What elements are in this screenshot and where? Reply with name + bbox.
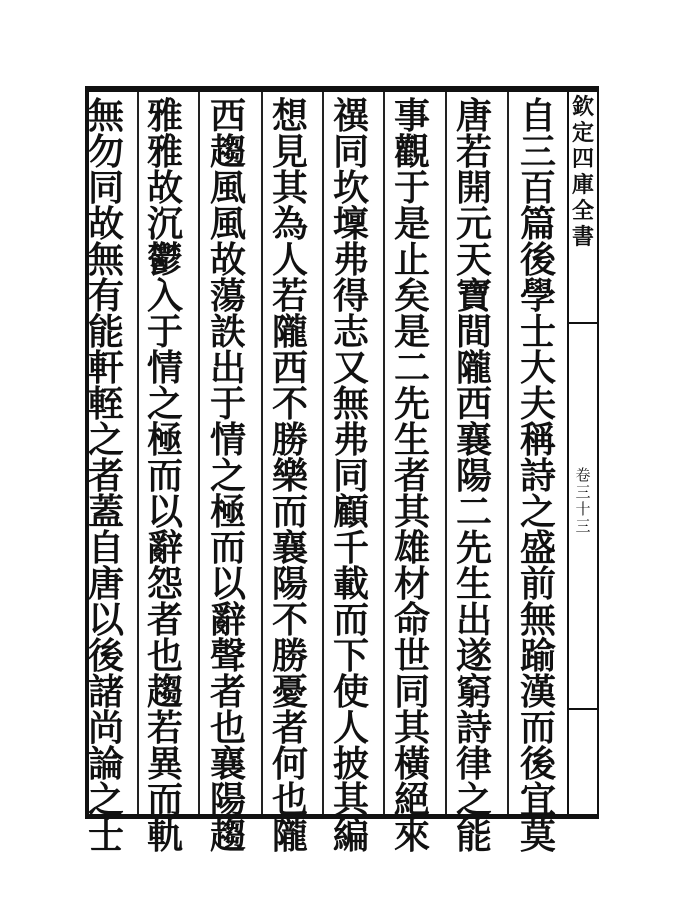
text-char: 沉	[146, 203, 183, 245]
text-char: 而	[271, 491, 308, 533]
text-char: 弗	[332, 419, 369, 461]
text-char: 又	[332, 347, 369, 389]
text-char: 故	[87, 203, 124, 245]
text-char: 之	[146, 383, 183, 425]
text-char: 樂	[271, 455, 308, 497]
text-column	[263, 95, 317, 857]
text-char: 同	[87, 167, 124, 209]
text-char: 想	[271, 95, 308, 137]
text-char: 來	[393, 815, 430, 857]
text-char: 三	[519, 131, 556, 173]
text-char: 而	[146, 455, 183, 497]
text-char: 怨	[146, 563, 183, 605]
text-char: 出	[209, 347, 246, 389]
text-char: 莫	[519, 815, 556, 857]
text-char: 見	[271, 131, 308, 173]
text-char: 軌	[146, 815, 183, 857]
text-char: 唐	[455, 95, 492, 137]
text-char: 下	[332, 635, 369, 677]
margin-title-char: 書	[571, 224, 594, 250]
text-char: 以	[209, 563, 246, 605]
text-char: 先	[393, 383, 430, 425]
text-char: 二	[393, 347, 430, 389]
text-char: 以	[87, 599, 124, 641]
text-char: 材	[393, 563, 430, 605]
text-char: 若	[455, 131, 492, 173]
text-char: 情	[146, 347, 183, 389]
text-char: 入	[146, 275, 183, 317]
text-column	[385, 95, 439, 857]
text-char: 夫	[519, 383, 556, 425]
text-char: 極	[209, 491, 246, 533]
text-char: 異	[146, 743, 183, 785]
margin-title-char: 欽	[571, 94, 594, 120]
text-char: 坎	[332, 167, 369, 209]
text-char: 顧	[332, 491, 369, 533]
text-column	[138, 95, 192, 857]
text-char: 西	[455, 383, 492, 425]
text-char: 辭	[209, 599, 246, 641]
text-char: 士	[519, 311, 556, 353]
text-char: 于	[146, 311, 183, 353]
text-char: 人	[271, 239, 308, 281]
text-char: 風	[209, 203, 246, 245]
margin-tick	[569, 708, 597, 710]
text-char: 後	[519, 239, 556, 281]
text-char: 其	[271, 167, 308, 209]
text-char: 無	[87, 239, 124, 281]
text-char: 也	[271, 779, 308, 821]
margin-juan-char: 三	[575, 483, 591, 501]
text-char: 觀	[393, 131, 430, 173]
text-char: 間	[455, 311, 492, 353]
margin-column	[569, 92, 597, 814]
text-char: 禩	[332, 95, 369, 137]
text-char: 詩	[455, 707, 492, 749]
text-char: 之	[209, 455, 246, 497]
text-char: 之	[519, 491, 556, 533]
text-char: 得	[332, 275, 369, 317]
text-char: 極	[146, 419, 183, 461]
text-column	[201, 95, 255, 857]
text-char: 同	[393, 671, 430, 713]
text-char: 者	[209, 671, 246, 713]
text-char: 無	[87, 95, 124, 137]
text-char: 先	[455, 527, 492, 569]
text-char: 諸	[87, 671, 124, 713]
text-char: 其	[393, 491, 430, 533]
text-char: 開	[455, 167, 492, 209]
margin-book-title	[569, 94, 597, 250]
text-char: 趨	[209, 815, 246, 857]
text-char: 寶	[455, 275, 492, 317]
text-char: 壈	[332, 203, 369, 245]
text-char: 之	[455, 779, 492, 821]
text-char: 聲	[209, 635, 246, 677]
text-char: 蓋	[87, 491, 124, 533]
text-char: 而	[332, 599, 369, 641]
text-char: 同	[332, 455, 369, 497]
text-char: 是	[393, 311, 430, 353]
text-char: 以	[146, 491, 183, 533]
text-char: 風	[209, 167, 246, 209]
text-char: 自	[87, 527, 124, 569]
text-char: 若	[146, 707, 183, 749]
text-char: 其	[393, 707, 430, 749]
text-column	[447, 95, 501, 857]
text-char: 趨	[146, 671, 183, 713]
text-char: 辭	[146, 527, 183, 569]
margin-title-char: 四	[571, 146, 594, 172]
text-char: 稱	[519, 419, 556, 461]
text-char: 者	[87, 455, 124, 497]
text-char: 漢	[519, 671, 556, 713]
text-char: 故	[146, 167, 183, 209]
text-char: 百	[519, 167, 556, 209]
text-char: 窮	[455, 671, 492, 713]
text-char: 勝	[271, 635, 308, 677]
text-char: 之	[87, 779, 124, 821]
text-char: 人	[332, 707, 369, 749]
text-char: 二	[455, 491, 492, 533]
text-char: 西	[271, 347, 308, 389]
text-char: 律	[455, 743, 492, 785]
text-column	[511, 95, 565, 857]
text-char: 命	[393, 599, 430, 641]
text-char: 何	[271, 743, 308, 785]
text-char: 也	[209, 707, 246, 749]
text-char: 陽	[271, 563, 308, 605]
text-char: 學	[519, 275, 556, 317]
text-char: 篇	[519, 203, 556, 245]
margin-title-char: 庫	[571, 172, 594, 198]
text-char: 襄	[455, 419, 492, 461]
text-char: 也	[146, 635, 183, 677]
text-char: 不	[271, 599, 308, 641]
text-char: 為	[271, 203, 308, 245]
margin-tick	[569, 322, 597, 324]
text-char: 軒	[87, 347, 124, 389]
text-char: 是	[393, 203, 430, 245]
text-char: 載	[332, 563, 369, 605]
text-char: 情	[209, 419, 246, 461]
text-char: 天	[455, 239, 492, 281]
text-column	[79, 95, 133, 857]
text-char: 矣	[393, 275, 430, 317]
text-char: 編	[332, 815, 369, 857]
text-char: 有	[87, 275, 124, 317]
text-char: 隴	[271, 815, 308, 857]
margin-juan-char: 十	[575, 500, 591, 518]
text-char: 千	[332, 527, 369, 569]
text-char: 後	[87, 635, 124, 677]
text-char: 勝	[271, 419, 308, 461]
text-char: 尚	[87, 707, 124, 749]
text-char: 世	[393, 635, 430, 677]
text-char: 之	[87, 419, 124, 461]
text-char: 能	[455, 815, 492, 857]
text-char: 止	[393, 239, 430, 281]
text-char: 宜	[519, 779, 556, 821]
text-char: 若	[271, 275, 308, 317]
text-char: 披	[332, 743, 369, 785]
text-char: 生	[455, 563, 492, 605]
text-char: 能	[87, 311, 124, 353]
text-char: 輊	[87, 383, 124, 425]
text-char: 後	[519, 743, 556, 785]
text-char: 西	[209, 95, 246, 137]
text-char: 趨	[209, 131, 246, 173]
column-rule	[198, 92, 200, 814]
text-char: 同	[332, 131, 369, 173]
margin-title-char: 全	[571, 198, 594, 224]
text-char: 陽	[455, 455, 492, 497]
text-char: 遂	[455, 635, 492, 677]
text-char: 無	[332, 383, 369, 425]
text-char: 者	[146, 599, 183, 641]
outer-edge-rule	[597, 86, 599, 819]
text-char: 詄	[209, 311, 246, 353]
text-char: 雄	[393, 527, 430, 569]
text-char: 踰	[519, 635, 556, 677]
text-char: 鬱	[146, 239, 183, 281]
text-char: 事	[393, 95, 430, 137]
text-char: 前	[519, 563, 556, 605]
text-char: 出	[455, 599, 492, 641]
margin-title-char: 定	[571, 120, 594, 146]
text-char: 其	[332, 779, 369, 821]
text-char: 襄	[209, 743, 246, 785]
text-char: 于	[393, 167, 430, 209]
text-char: 蕩	[209, 275, 246, 317]
margin-juan-char: 卷	[575, 466, 591, 484]
column-rule	[507, 92, 509, 814]
text-char: 盛	[519, 527, 556, 569]
text-char: 故	[209, 239, 246, 281]
text-char: 大	[519, 347, 556, 389]
text-char: 士	[87, 815, 124, 857]
text-char: 而	[519, 707, 556, 749]
text-char: 隴	[271, 311, 308, 353]
text-char: 論	[87, 743, 124, 785]
text-char: 無	[519, 599, 556, 641]
text-char: 生	[393, 419, 430, 461]
text-char: 使	[332, 671, 369, 713]
text-char: 詩	[519, 455, 556, 497]
text-char: 于	[209, 383, 246, 425]
text-char: 者	[271, 707, 308, 749]
text-char: 唐	[87, 563, 124, 605]
text-char: 弗	[332, 239, 369, 281]
margin-volume-number	[569, 467, 597, 535]
text-column	[324, 95, 378, 857]
text-char: 橫	[393, 743, 430, 785]
text-char: 雅	[146, 131, 183, 173]
text-char: 隴	[455, 347, 492, 389]
text-char: 自	[519, 95, 556, 137]
text-char: 憂	[271, 671, 308, 713]
text-char: 而	[146, 779, 183, 821]
text-char: 不	[271, 383, 308, 425]
text-char: 絕	[393, 779, 430, 821]
text-char: 襄	[271, 527, 308, 569]
text-char: 陽	[209, 779, 246, 821]
text-char: 元	[455, 203, 492, 245]
margin-juan-char: 三	[575, 517, 591, 535]
text-char: 勿	[87, 131, 124, 173]
text-char: 志	[332, 311, 369, 353]
text-char: 而	[209, 527, 246, 569]
text-char: 者	[393, 455, 430, 497]
text-char: 雅	[146, 95, 183, 137]
